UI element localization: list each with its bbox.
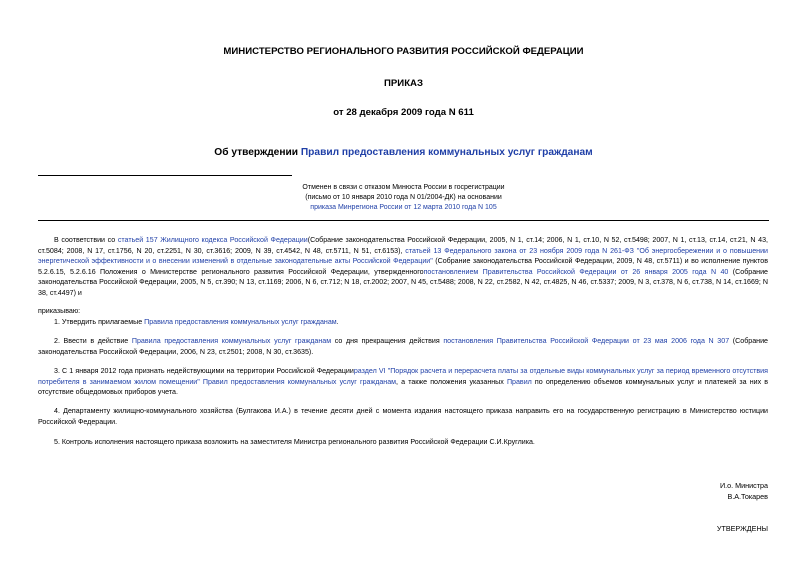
item-2-text-3: (Собрание законодательства Российской Федерации, 2006, N 23, ст.2501; 2008, N 30, ст.3635). bbox=[38, 337, 768, 356]
doc-type-heading: ПРИКАЗ bbox=[384, 78, 423, 89]
item-1-end: . bbox=[336, 318, 339, 326]
approved-label: УТВЕРЖДЕНЫ bbox=[716, 524, 768, 533]
item-2-rules-link[interactable]: Правила предоставления коммунальных услуг гражданам bbox=[131, 337, 332, 345]
cancel-note bbox=[0, 183, 807, 214]
order-word: приказываю: bbox=[38, 307, 81, 315]
item-3-text-2: , а также положения указанных bbox=[396, 377, 507, 386]
item-2-text-1: 2. Ввести в действие bbox=[54, 337, 132, 345]
item-3-text-1: 3. С 1 января 2012 года признать недействующими на территории Российской Федерации bbox=[54, 367, 354, 375]
item-1-text: 1. Утвердить прилагаемые bbox=[54, 318, 145, 326]
item-1 bbox=[38, 317, 768, 328]
cancel-order-link[interactable]: приказа Минрегиона России от 12 марта 2010 года N 105 bbox=[310, 204, 497, 212]
title-rules-link[interactable]: Правил предоставления коммунальных услуг гражданам bbox=[300, 147, 593, 158]
item-2-text-2: со дня прекращения действия bbox=[331, 337, 444, 345]
government-decree-40-link[interactable]: постановлением Правительства Российской Федерации от 26 января 2005 года N 40 bbox=[423, 267, 729, 276]
preamble-text-1: В соответствии со bbox=[54, 236, 118, 244]
short-divider bbox=[38, 175, 292, 176]
ministry-heading: МИНИСТЕРСТВО РЕГИОНАЛЬНОГО РАЗВИТИЯ РОССИЙСКОЙ ФЕДЕРАЦИИ bbox=[223, 46, 584, 57]
title-prefix: Об утверждении bbox=[214, 147, 301, 158]
preamble-paragraph bbox=[38, 235, 768, 299]
preamble-text-3: (Собрание законодательства Российской Федерации, 2009, N 48, ст.5711) и во исполнение пунктов 5.2.6.15, 5.2.6.16 Положения о Министерстве регионального развития Российской Федерации, утвержденного bbox=[38, 257, 768, 276]
item-3-rules-link[interactable]: Правил bbox=[506, 377, 532, 386]
item-2 bbox=[38, 336, 768, 357]
cancel-note-line1: Отменен в связи с отказом Минюста России в госрегистрации bbox=[302, 184, 505, 191]
document-title bbox=[0, 147, 807, 158]
housing-code-link[interactable]: статьей 157 Жилищного кодекса Российской Федерации bbox=[117, 236, 308, 244]
preamble-text-2: (Собрание законодательства Российской Федерации, 2005, N 1, ст.14; 2006, N 1, ст.10, N 52, ст.5498; 2007, N 1, ст.13, ст.14, ст.21, N 43, ст.5084; 2008, N 17, ст.1756, N 20, ст.2251, N 30, ст.3616; 2009, N 39, ст.4542, N 48, ст.5711, N 51, ст.6153), bbox=[38, 236, 768, 255]
signatory-position: И.о. Министра bbox=[719, 481, 768, 490]
date-number-heading: от 28 декабря 2009 года N 611 bbox=[333, 107, 474, 118]
item-3-text-3: по определению объемов коммунальных услуг и платежей за них в отсутствие общедомовых приборов учета. bbox=[38, 377, 769, 397]
decree-307-link[interactable]: постановления Правительства Российской Федерации от 23 мая 2006 года N 307 bbox=[443, 337, 730, 345]
federal-law-link[interactable]: статьей 13 Федерального закона от 23 ноября 2009 года N 261-ФЗ "Об энергосбережении и о повышении энергетической эффективности и о внесении изменений в отдельные законодательные акты Российской Федерации" bbox=[38, 246, 768, 266]
item-3 bbox=[38, 366, 768, 398]
item-1-rules-link[interactable]: Правила предоставления коммунальных услуг гражданам bbox=[144, 318, 337, 326]
item-5: 5. Контроль исполнения настоящего приказа возложить на заместителя Министра регионального развития Российской Федерации С.И.Круглика. bbox=[54, 438, 535, 446]
preamble-text-4: (Собрание законодательства Российской Федерации, 2005, N 5, ст.390; N 13, ст.1169; 2006, N 6, ст.712; N 18, ст.2002; 2007, N 45, ст.5488; 2008, N 22, ст.2582, N 42, ст.4825, N 46, ст.5337; 2009, N 3, ст.378, N 6, ст.738, N 14, ст.1669; N 38, ст.4497) и bbox=[38, 267, 768, 297]
section-vi-link[interactable]: раздел VI "Порядок расчета и перерасчета платы за отдельные виды коммунальных услуг за период временного отсутствия потребителя в занимаемом жилом помещении" Правил предоставления коммунальных услуг гражданам bbox=[38, 367, 768, 386]
long-divider bbox=[38, 220, 769, 221]
signature-block bbox=[720, 481, 768, 502]
cancel-note-line2: (письмо от 10 января 2010 года N 01/2004-ДК) на основании bbox=[305, 194, 502, 202]
item-4: 4. Департаменту жилищно-коммунального хозяйства (Булгакова И.А.) в течение десяти дней с момента издания настоящего приказа направить его на государственную регистрацию в Министерство юстиции Российской Федерации. bbox=[38, 407, 768, 426]
signatory-name: В.А.Токарев bbox=[727, 491, 768, 501]
